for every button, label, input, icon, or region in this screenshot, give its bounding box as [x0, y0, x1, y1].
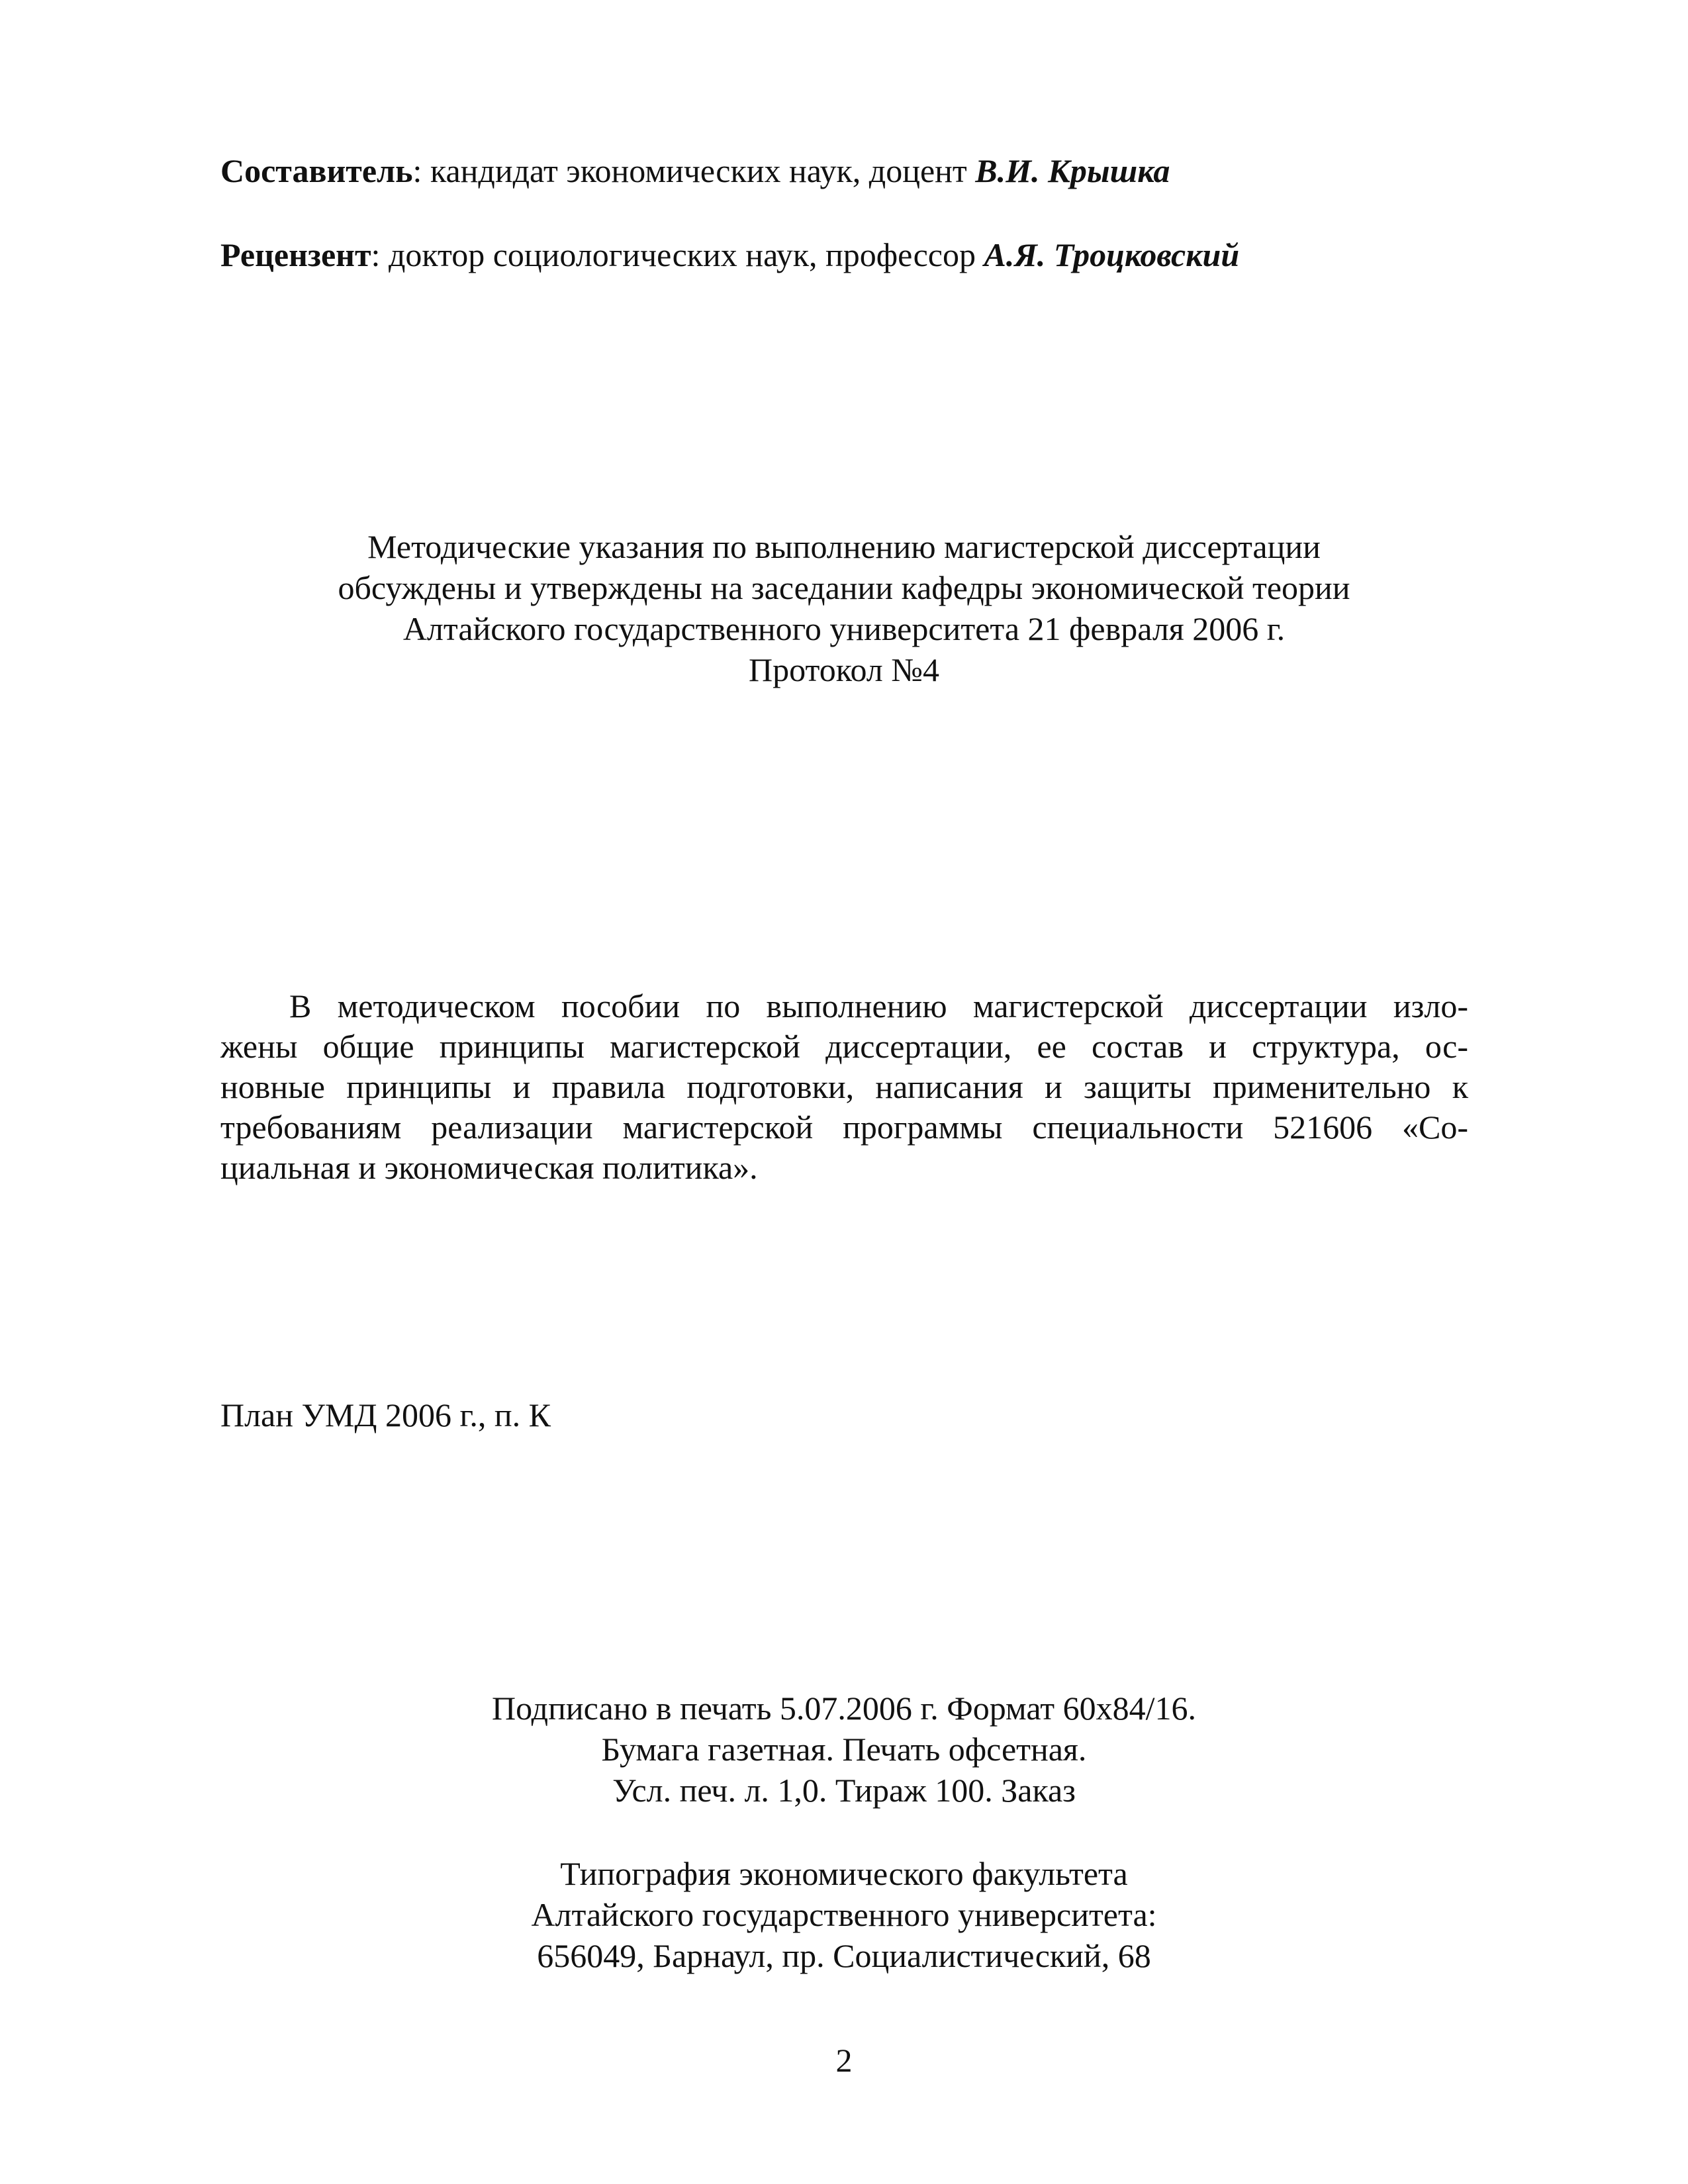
reviewer-name: А.Я. Троцковский [984, 236, 1240, 273]
print-detail-line: Усл. печ. л. 1,0. Тираж 100. Заказ [612, 1772, 1076, 1809]
abstract-line: требованиям реализации магистерской программы специальности 521606 «Со- [220, 1109, 1468, 1146]
abstract-line: циальная и экономическая политика». [220, 1149, 758, 1186]
compiler-description: кандидат экономических наук, доцент [430, 152, 976, 189]
print-detail-line: Бумага газетная. Печать офсетная. [601, 1731, 1087, 1768]
print-detail-line: Подписано в печать 5.07.2006 г. Формат 60х84/16. [492, 1690, 1196, 1727]
abstract-line: новные принципы и правила подготовки, написания и защиты применительно к [220, 1068, 1468, 1105]
typography-line: 656049, Барнаул, пр. Социалистический, 68 [537, 1937, 1151, 1974]
reviewer-credit [220, 235, 1239, 275]
compiler-label: Составитель [220, 152, 413, 189]
typography-line: Алтайского государственного университета: [531, 1896, 1157, 1933]
approval-statement [199, 526, 1489, 690]
reviewer-description: доктор социологических наук, профессор [388, 236, 984, 273]
reviewer-separator: : [371, 236, 389, 273]
typography-line: Типография экономического факультета [560, 1855, 1128, 1892]
plan-reference: План УМД 2006 г., п. К [220, 1396, 551, 1433]
typography-address [199, 1853, 1489, 1976]
approval-line: Алтайского государственного университета 21 февраля 2006 г. [402, 610, 1286, 647]
abstract-line: В методическом пособии по выполнению магистерской диссертации изло- [289, 987, 1468, 1024]
print-details [199, 1688, 1489, 1811]
page-number: 2 [835, 2042, 853, 2079]
abstract-line: жены общие принципы магистерской диссертации, ее состав и структура, ос- [220, 1028, 1468, 1065]
approval-line: обсуждены и утверждены на заседании кафедры экономической теории [338, 569, 1350, 606]
compiler-credit [220, 151, 1170, 191]
reviewer-label: Рецензент [220, 236, 371, 273]
compiler-name: В.И. Крышка [975, 152, 1170, 189]
protocol-number: Протокол №4 [749, 651, 939, 688]
approval-line: Методические указания по выполнению магистерской диссертации [367, 528, 1321, 565]
abstract-paragraph [220, 986, 1468, 1188]
compiler-separator: : [412, 152, 430, 189]
